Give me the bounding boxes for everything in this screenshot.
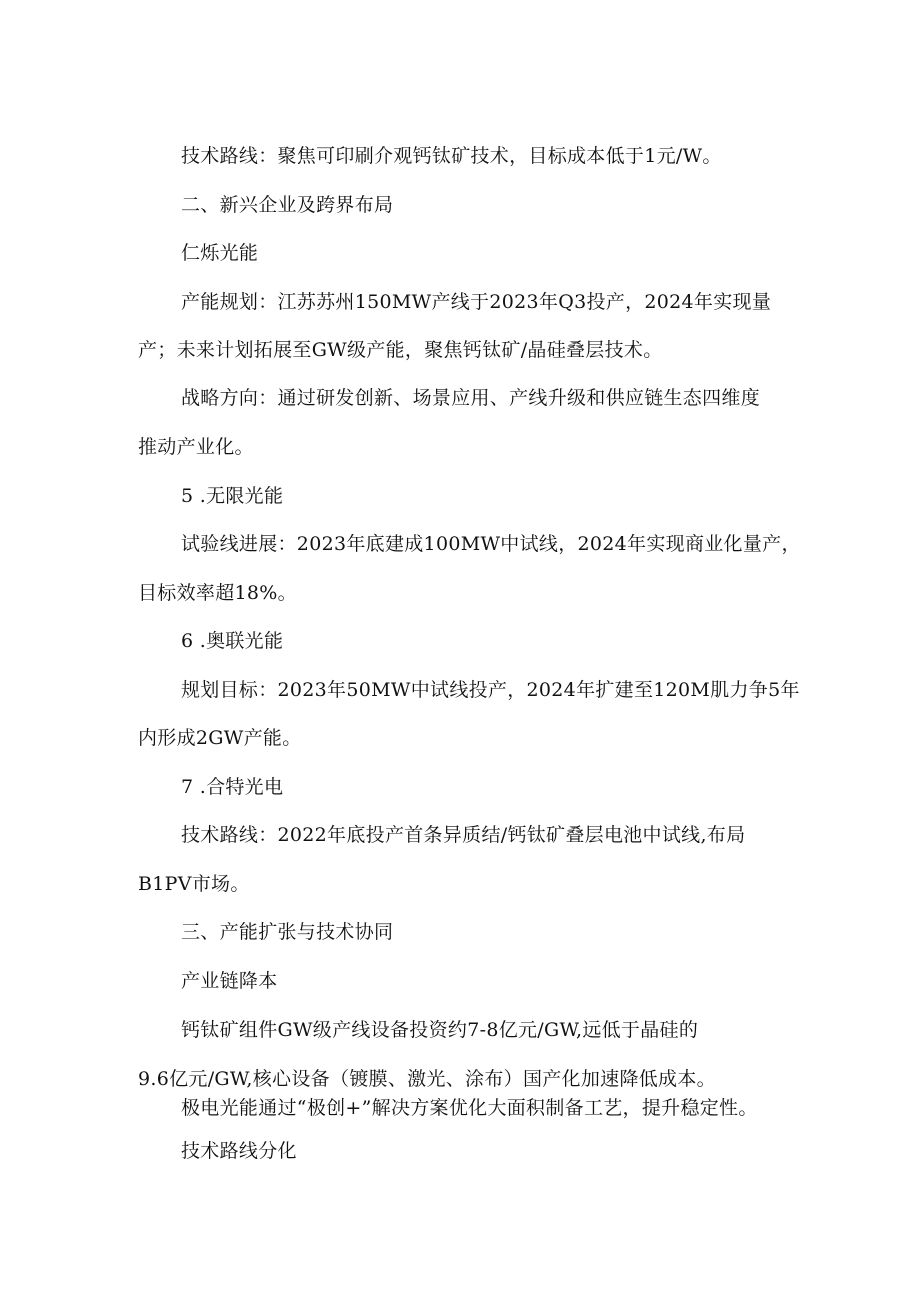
paragraph-line: B1PV市场。 (138, 873, 250, 895)
paragraph-line: 规划目标：2023年50MW中试线投产，2024年扩建至120M肌力争5年 (181, 679, 800, 701)
subsection-heading: 6 .奥联光能 (181, 630, 284, 652)
section-heading: 二、新兴企业及跨界布局 (181, 194, 394, 216)
subsection-heading: 产业链降本 (181, 970, 278, 992)
paragraph-line: 推动产业化。 (138, 436, 254, 458)
subsection-heading: 仁烁光能 (181, 242, 259, 264)
paragraph-line: 钙钛矿组件GW级产线设备投资约7-8亿元/GW,远低于晶硅的 (181, 1019, 699, 1041)
subsection-heading: 技术路线分化 (181, 1140, 297, 1162)
section-heading: 三、产能扩张与技术协同 (181, 921, 394, 943)
paragraph-line: 试验线进展：2023年底建成100MW中试线，2024年实现商业化量产， (181, 533, 801, 555)
paragraph-line: 产能规划：江苏苏州150MW产线于2023年Q3投产，2024年实现量 (181, 291, 772, 313)
paragraph-line: 产；未来计划拓展至GW级产能，聚焦钙钛矿/晶硅叠层技术。 (138, 339, 663, 361)
subsection-heading: 5 .无限光能 (181, 485, 284, 507)
paragraph-line: 技术路线：聚焦可印刷介观钙钛矿技术，目标成本低于1元/W。 (181, 145, 722, 167)
subsection-heading: 7 .合特光电 (181, 776, 284, 798)
paragraph-line: 9.6亿元/GW,核心设备（镀膜、激光、涂布）国产化加速降低成本。 (138, 1068, 716, 1090)
paragraph-line: 战略方向：通过研发创新、场景应用、产线升级和供应链生态四维度 (181, 387, 761, 409)
paragraph-line: 目标效率超18%。 (138, 582, 297, 604)
paragraph-line: 技术路线：2022年底投产首条异质结/钙钛矿叠层电池中试线,布局 (181, 824, 746, 846)
paragraph-line: 极电光能通过“极创+”解决方案优化大面积制备工艺，提升稳定性。 (181, 1097, 758, 1119)
paragraph-line: 内形成2GW产能。 (138, 727, 302, 749)
